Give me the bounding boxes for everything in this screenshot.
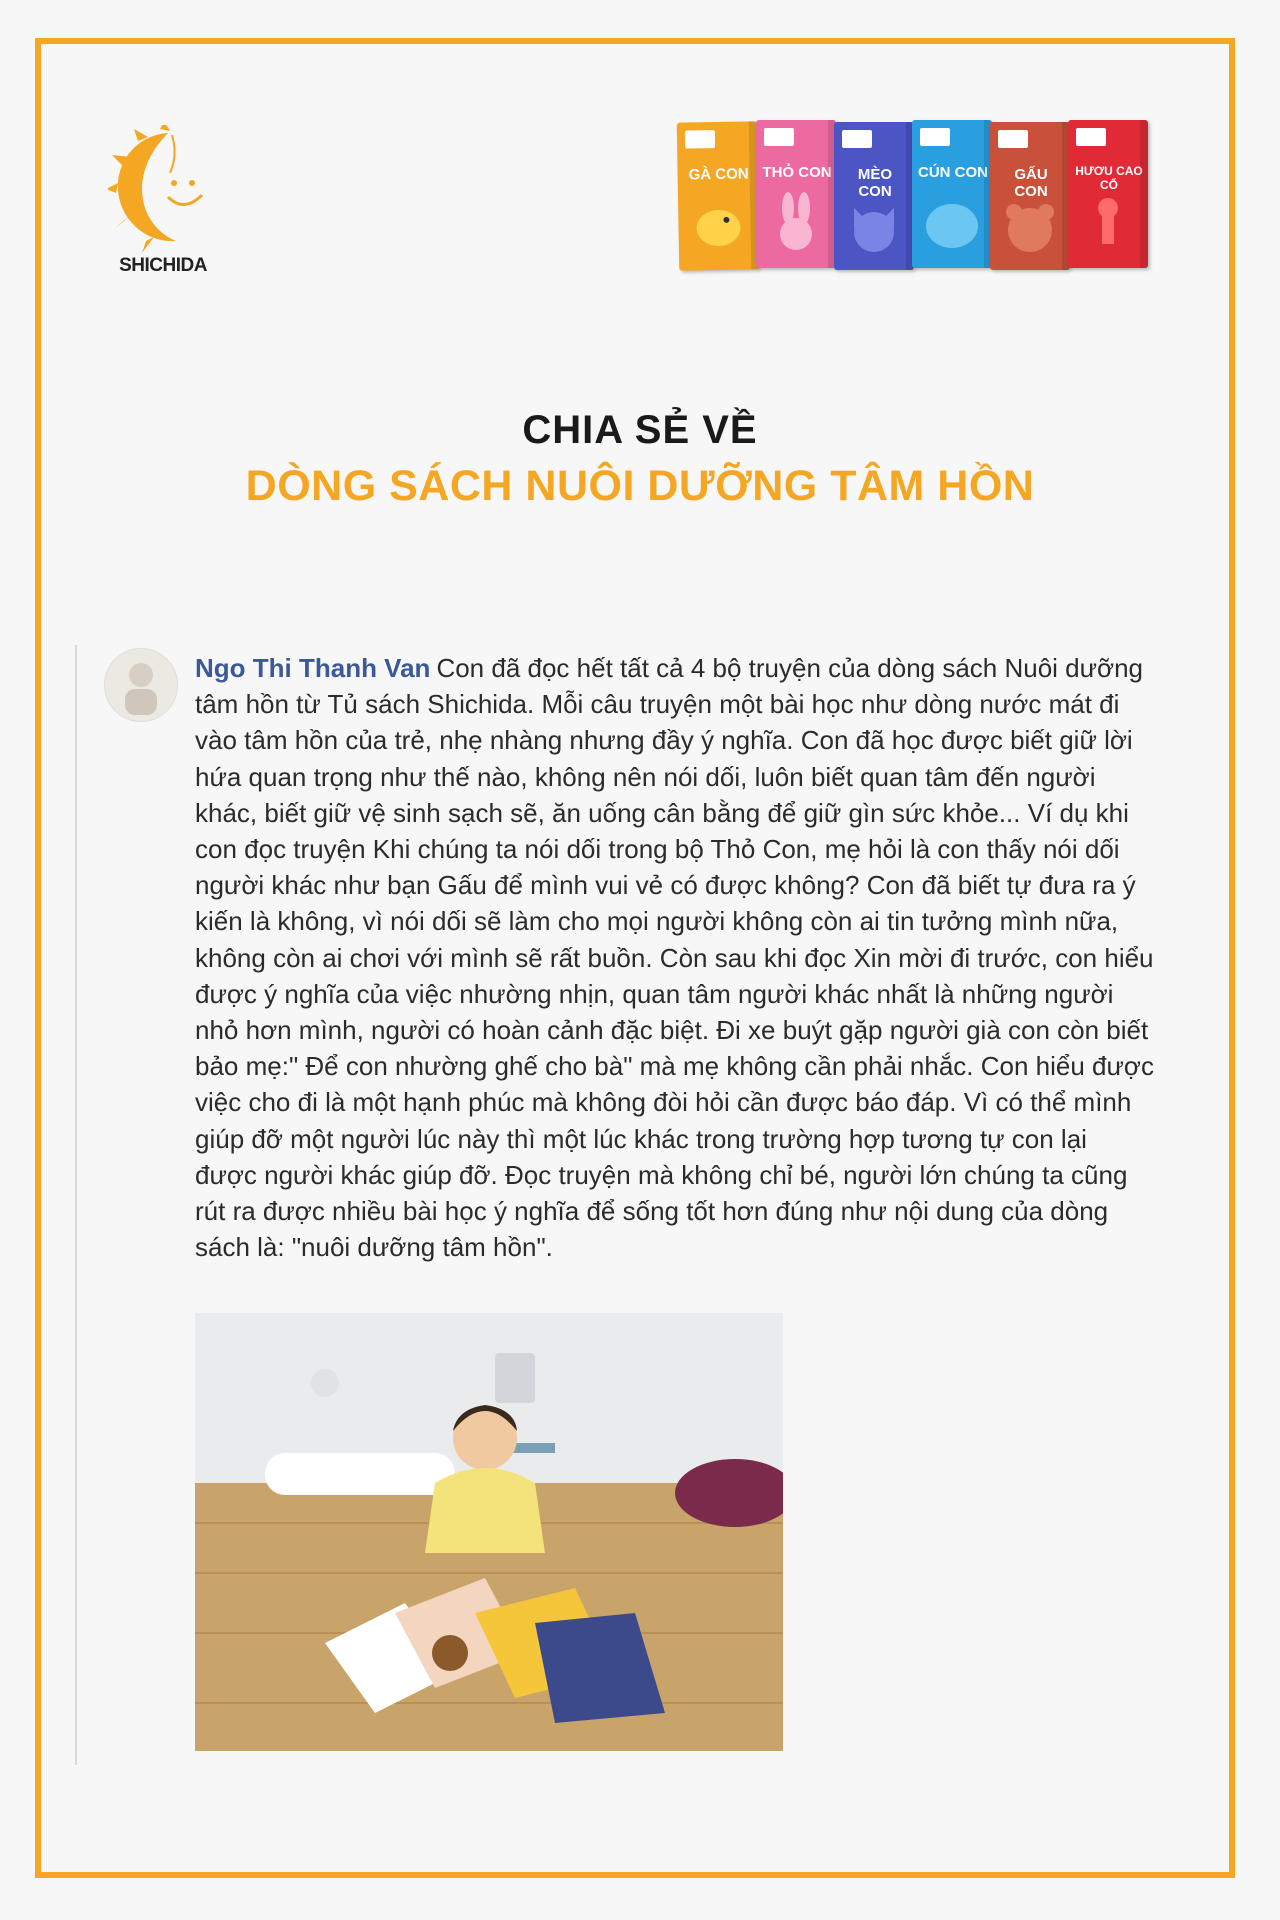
cat-icon: [846, 198, 902, 254]
comment-text: Con đã đọc hết tất cả 4 bộ truyện của dòng sách Nuôi dưỡng tâm hồn từ Tủ sách Shichida. Mỗi câu truyện một bài học như dòng nước mát đi vào tâm hồn của trẻ, nhẹ nhàng nhưng đầy ý nghĩa. Con đã học được biết giữ lời hứa quan trọng như thế nào, không nên nói dối, luôn biết quan tâm đến người khác, biết giữ vệ sinh sạch sẽ, ăn uống cân bằng để giữ gìn sức khỏe... Ví dụ khi con đọc truyện Khi chúng ta nói dối trong bộ Thỏ Con, mẹ hỏi là con thấy nói dối người khác như bạn Gấu để mình vui vẻ có được không? Con đã biết tự đưa ra ý kiến là không, vì nói dối sẽ làm cho mọi người không còn ai tin tưởng mình nữa, không còn ai chơi với mình sẽ rất buồn. Còn sau khi đọc Xin mời đi trước, con hiểu được ý nghĩa của việc nhường nhịn, quan tâm người khác nhất là những người nhỏ hơn mình, người có hoàn cảnh đặc biệt. Đi xe buýt gặp người già con còn biết bảo mẹ:" Để con nhường ghế cho bà" mà mẹ không cần phải nhắc. Con hiểu được việc cho đi là một hạnh phúc mà không đòi hỏi cần được báo đáp. Vì có thể mình giúp đỡ một người lúc này thì một lúc khác trong trường hợp tương tự con lại được người khác giúp đỡ. Đọc truyện mà không chỉ bé, người lớn chúng ta cũng rút ra được nhiều bài học ý nghĩa để sống tốt hơn đúng như nội dung của dòng sách là: "nuôi dưỡng tâm hồn".: [195, 653, 1154, 1263]
post-divider: [75, 645, 77, 1765]
book-cover: [912, 120, 992, 268]
bear-icon: [1000, 198, 1060, 254]
shichida-logo: [108, 125, 218, 285]
book-cover: [756, 120, 836, 268]
book-covers: [678, 122, 1153, 272]
book-cover: [677, 121, 760, 270]
logo-text: SHICHIDA: [119, 255, 207, 276]
rabbit-icon: [770, 192, 822, 252]
book-cover: [990, 122, 1070, 270]
giraffe-icon: [1082, 194, 1134, 254]
post-comment: [195, 650, 1155, 1265]
book-cover: [834, 122, 914, 270]
book-title: HƯƠU CAO CỔ: [1075, 164, 1143, 192]
book-title: MÈO CON: [857, 166, 893, 200]
author-name[interactable]: Ngo Thi Thanh Van: [195, 653, 431, 683]
book-title: THỎ CON: [762, 164, 832, 181]
puppy-icon: [922, 196, 982, 252]
heading-line-1: CHIA SẺ VỀ: [522, 408, 758, 452]
book-title: GÀ CON: [688, 165, 749, 184]
child-reading-photo[interactable]: [195, 1313, 783, 1751]
photo-illustration: [195, 1313, 783, 1751]
avatar[interactable]: [104, 648, 178, 722]
sun-smile-icon: [108, 125, 218, 255]
heading-line-2: DÒNG SÁCH NUÔI DƯỠNG TÂM HỒN: [245, 462, 1035, 510]
book-title: GẤU CON: [1014, 166, 1048, 200]
avatar-image: [105, 649, 177, 721]
book-cover: [1068, 120, 1148, 268]
chick-icon: [692, 202, 745, 251]
book-title: CÚN CON: [918, 164, 988, 181]
